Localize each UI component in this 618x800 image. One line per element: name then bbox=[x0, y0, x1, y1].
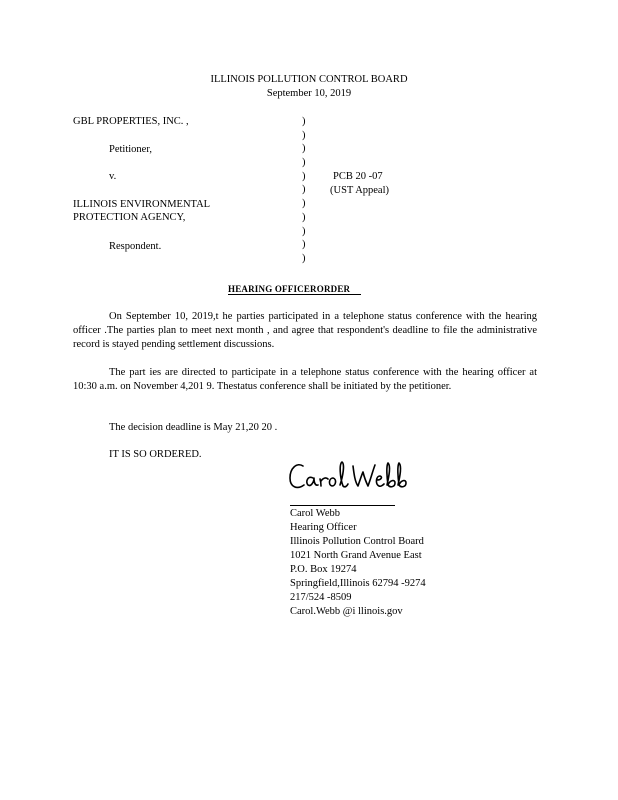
agency-heading: ILLINOIS POLLUTION CONTROL BOARD bbox=[210, 74, 408, 85]
order-title-underline bbox=[228, 294, 361, 295]
order-date: September 10, 2019 bbox=[266, 88, 352, 99]
signer-title: Hearing Officer bbox=[290, 522, 357, 533]
handwritten-signature bbox=[287, 458, 417, 498]
signer-street: 1021 North Grand Avenue East bbox=[290, 550, 422, 561]
versus-label: v. bbox=[109, 171, 117, 182]
paren: ) bbox=[302, 116, 306, 127]
paren: ) bbox=[302, 170, 306, 182]
petitioner-name: GBL PROPERTIES, INC. , bbox=[73, 116, 189, 127]
paren: ) bbox=[302, 143, 306, 155]
signer-org: Illinois Pollution Control Board bbox=[290, 536, 424, 547]
signer-name: Carol Webb bbox=[290, 508, 340, 519]
body-paragraph-3: The decision deadline is May 21,20 20 . bbox=[109, 422, 278, 433]
body-paragraph-2: The part ies are directed to participate in a telephone status conference with the hearing officer at 10:30 a.m. on November 4,201 9. Thestatus conference shall be initiated by the petitioner. bbox=[73, 367, 537, 392]
paren: ) bbox=[302, 211, 306, 223]
paren: ) bbox=[302, 252, 306, 264]
body-paragraph-1: On September 10, 2019,t he parties participated in a telephone status conference with the hearing officer .The parties plan to meet next month , and agree that respondent's deadline to file the administrative record is stayed pending settlement discussions. bbox=[73, 311, 537, 350]
signer-phone: 217/524 -8509 bbox=[290, 592, 352, 603]
case-type: (UST Appeal) bbox=[330, 185, 390, 196]
case-number: PCB 20 -07 bbox=[333, 171, 383, 182]
paren: ) bbox=[302, 239, 306, 251]
paren: ) bbox=[302, 198, 306, 210]
caption-divider bbox=[302, 115, 310, 266]
signer-city: Springfield,Illinois 62794 -9274 bbox=[290, 578, 426, 589]
respondent-role: Respondent. bbox=[109, 241, 162, 252]
respondent-name-line1: ILLINOIS ENVIRONMENTAL bbox=[73, 199, 211, 210]
respondent-name-line2: PROTECTION AGENCY, bbox=[73, 212, 186, 223]
signature-line bbox=[290, 505, 395, 506]
paren: ) bbox=[302, 157, 306, 169]
paren: ) bbox=[302, 129, 306, 141]
body-paragraph-4: IT IS SO ORDERED. bbox=[109, 449, 202, 460]
signer-email: Carol.Webb @i llinois.gov bbox=[290, 606, 403, 617]
petitioner-role: Petitioner, bbox=[109, 144, 153, 155]
signer-pobox: P.O. Box 19274 bbox=[290, 564, 357, 575]
paren: ) bbox=[302, 184, 306, 196]
paren: ) bbox=[302, 225, 306, 237]
order-title: HEARING OFFICERORDER bbox=[228, 284, 351, 294]
